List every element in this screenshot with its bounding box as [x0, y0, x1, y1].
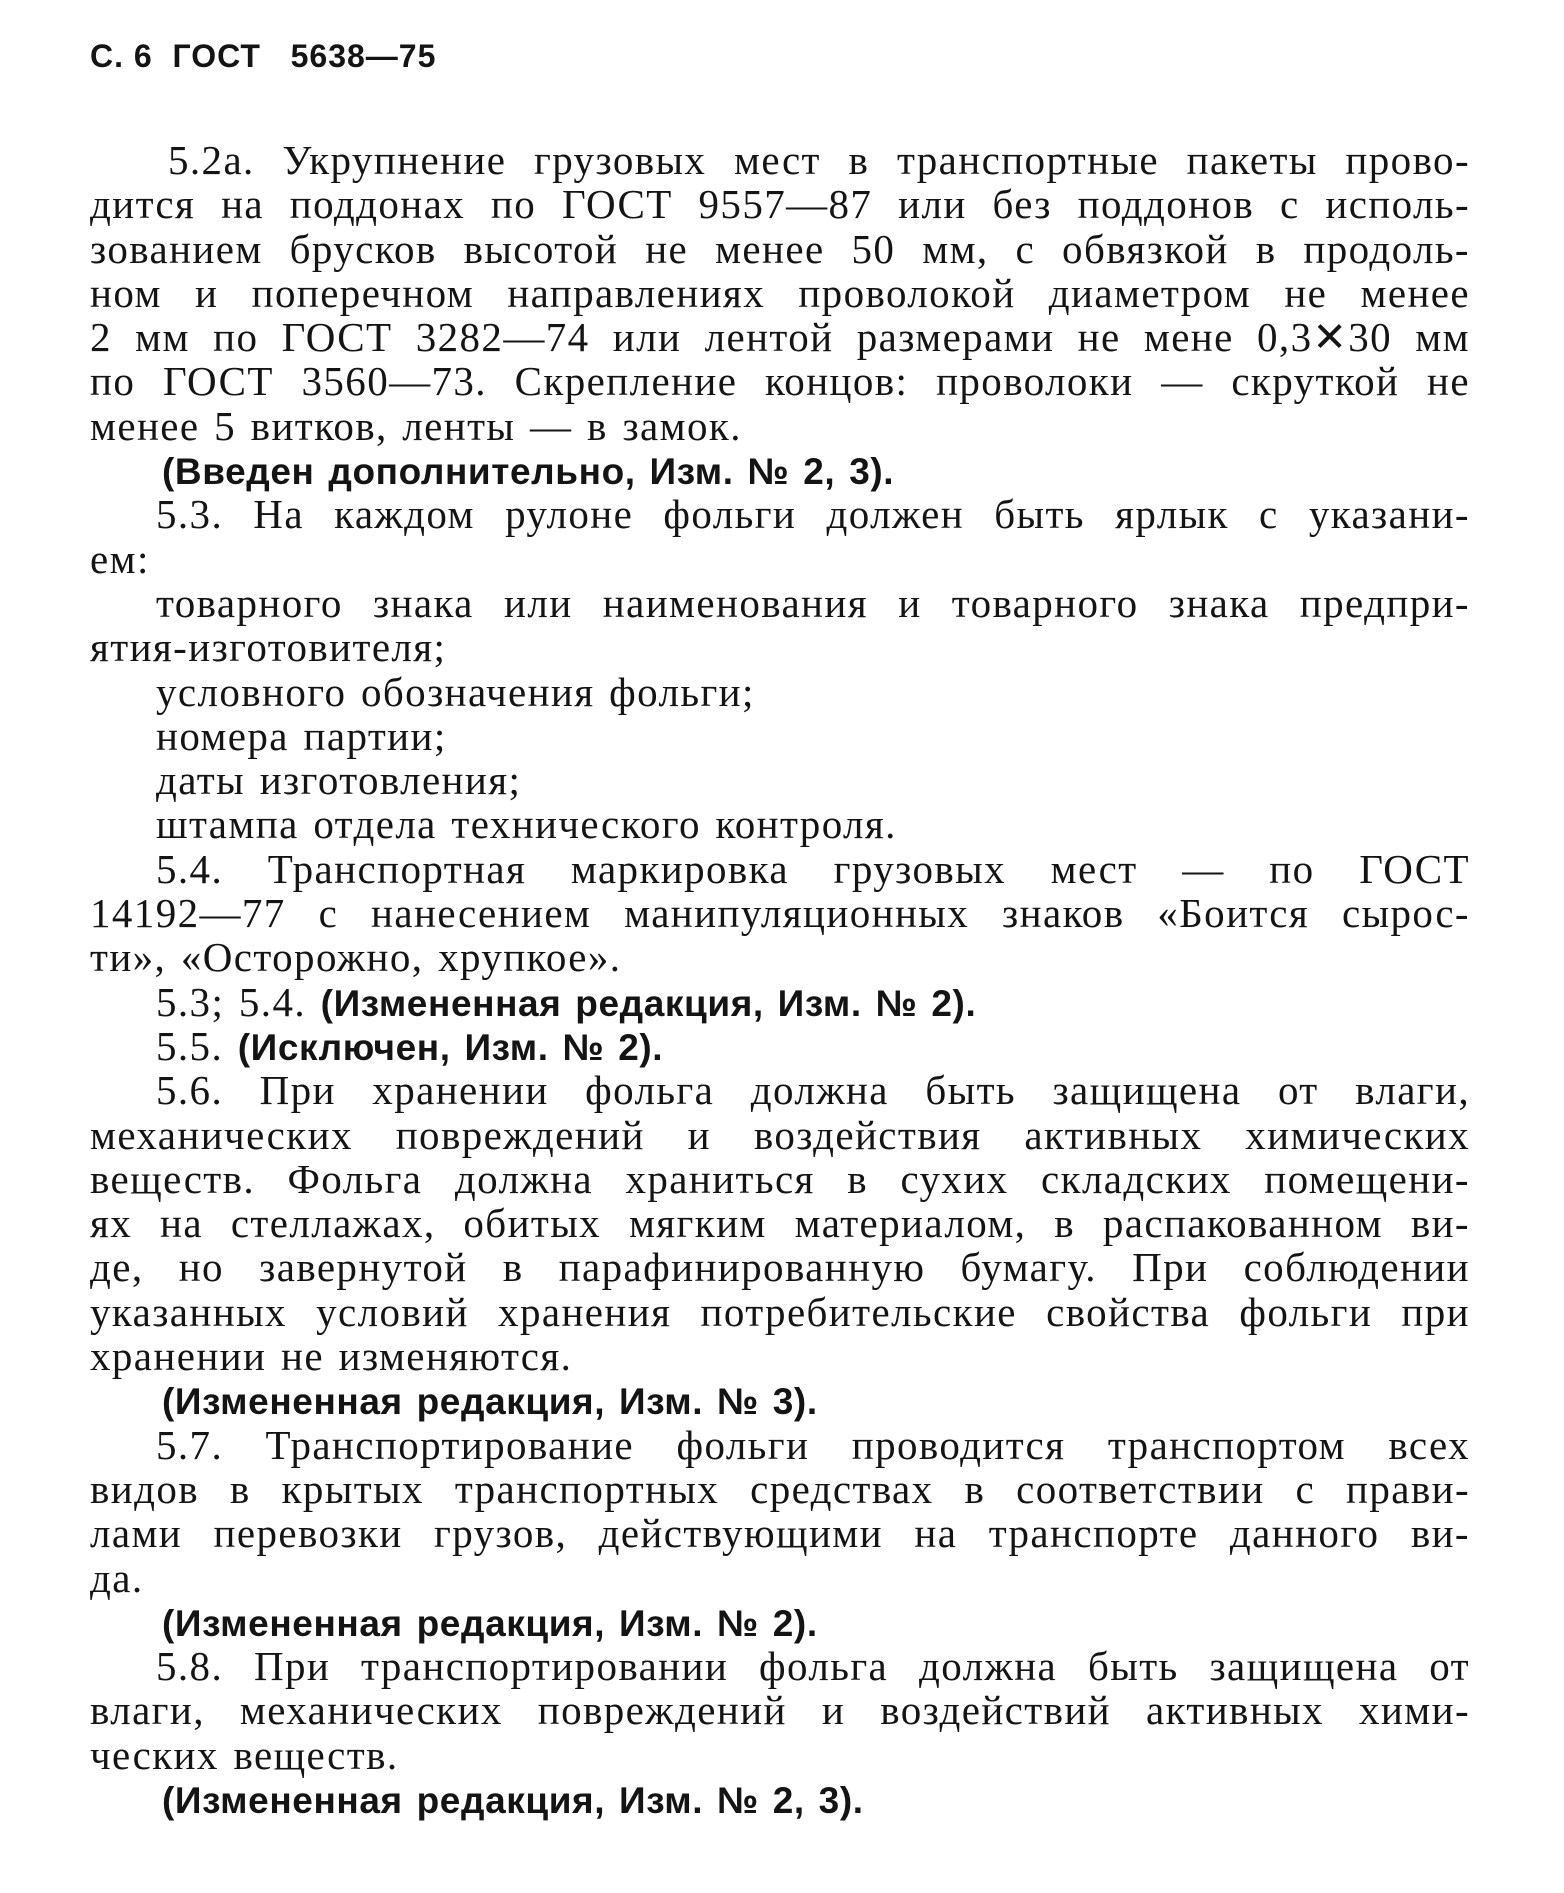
text-line: 5.2а. Укрупнение грузовых мест в транспортные пакеты прово-	[168, 137, 1470, 183]
text-line: дится на поддонах по ГОСТ 9557—87 или без поддонов с исполь-	[90, 181, 1470, 228]
text-line: менее 5 витков, ленты — в замок.	[90, 402, 742, 449]
text-line: 5.4. Транспортная маркировка грузовых мест — по ГОСТ	[156, 845, 1470, 892]
amendment-note-text: (Исключен, Изм. № 2).	[237, 1026, 664, 1068]
list-item: номера партии;	[156, 712, 447, 759]
paragraph-5-7	[90, 1423, 1470, 1644]
text-line: по ГОСТ 3560—73. Скрепление концов: проволоки — скруткой не	[90, 358, 1470, 405]
list-item-continuation: ятия-изготовителя;	[90, 624, 447, 671]
text-line: 2 мм по ГОСТ 3282—74 или лентой размерами не мене 0,3✕30 мм	[90, 314, 1470, 361]
text-line: веществ. Фольга должна храниться в сухих складских помещени-	[90, 1155, 1470, 1202]
list-item: условного обозначения фольги;	[156, 668, 755, 715]
text-line: указанных условий хранения потребительские свойства фольги при	[90, 1288, 1470, 1335]
text-line: ти», «Осторожно, хрупкое».	[90, 934, 622, 981]
text-line: 5.7. Транспортирование фольги проводится транспортом всех	[156, 1421, 1470, 1468]
list-item: даты изготовления;	[156, 757, 522, 804]
paragraph-5-8	[90, 1644, 1470, 1821]
text-line: ческих веществ.	[90, 1731, 399, 1778]
amendment-note	[90, 1378, 1470, 1422]
section-reference: 5.5.	[156, 1022, 238, 1069]
text-line: 14192—77 с нанесением манипуляционных знаков «Боится сырос-	[90, 890, 1470, 937]
document-body	[90, 138, 1470, 1821]
paragraph-5-2a	[90, 138, 1470, 492]
paragraph-5-3	[90, 492, 1470, 846]
text-line: хранении не изменяются.	[90, 1333, 573, 1380]
text-line: де, но завернутой в парафинированную бумагу. При соблюдении	[90, 1244, 1470, 1291]
amendment-note-text: (Измененная редакция, Изм. № 2).	[320, 982, 977, 1024]
text-line: ном и поперечном направлениях проволокой диаметром не менее	[90, 269, 1470, 316]
paragraph-5-4	[90, 847, 1470, 980]
list-item: товарного знака или наименования и товарного знака предпри-	[156, 579, 1470, 626]
text-line: лами перевозки грузов, действующими на транспорте данного ви-	[90, 1510, 1470, 1557]
text-line: механических повреждений и воздействия активных химических	[90, 1111, 1470, 1158]
text-line: 5.3. На каждом рулоне фольги должен быть ярлык с указани-	[156, 491, 1470, 538]
text-line: зованием брусков высотой не менее 50 мм, с обвязкой в продоль-	[90, 225, 1470, 272]
amendment-note-text: (Измененная редакция, Изм. № 2, 3).	[162, 1779, 864, 1821]
text-line: ях на стеллажах, обитых мягким материалом, в распакованном ви-	[90, 1200, 1470, 1247]
amendment-line-5-3-5-4	[90, 980, 1470, 1024]
list-item: штампа отдела технического контроля.	[156, 801, 897, 848]
text-line: 5.8. При транспортировании фольга должна быть защищена от	[156, 1643, 1470, 1690]
amendment-note	[90, 448, 1470, 492]
page-header: С. 6 ГОСТ 5638—75	[90, 38, 437, 74]
paragraph-5-6	[90, 1068, 1470, 1422]
paragraph-5-5	[90, 1024, 1470, 1068]
text-line: да.	[90, 1554, 144, 1601]
text-line: ем:	[90, 535, 150, 582]
section-reference: 5.3; 5.4.	[156, 978, 321, 1025]
amendment-note-text: (Введен дополнительно, Изм. № 2, 3).	[162, 451, 895, 493]
text-line: видов в крытых транспортных средствах в соответствии с прави-	[90, 1465, 1470, 1512]
text-line: 5.6. При хранении фольга должна быть защищена от влаги,	[156, 1067, 1470, 1114]
text-line: влаги, механических повреждений и воздействий активных хими-	[90, 1687, 1470, 1734]
amendment-note	[90, 1777, 1470, 1821]
amendment-note-text: (Измененная редакция, Изм. № 3).	[162, 1381, 818, 1423]
amendment-note-text: (Измененная редакция, Изм. № 2).	[162, 1602, 818, 1644]
amendment-note	[90, 1600, 1470, 1644]
